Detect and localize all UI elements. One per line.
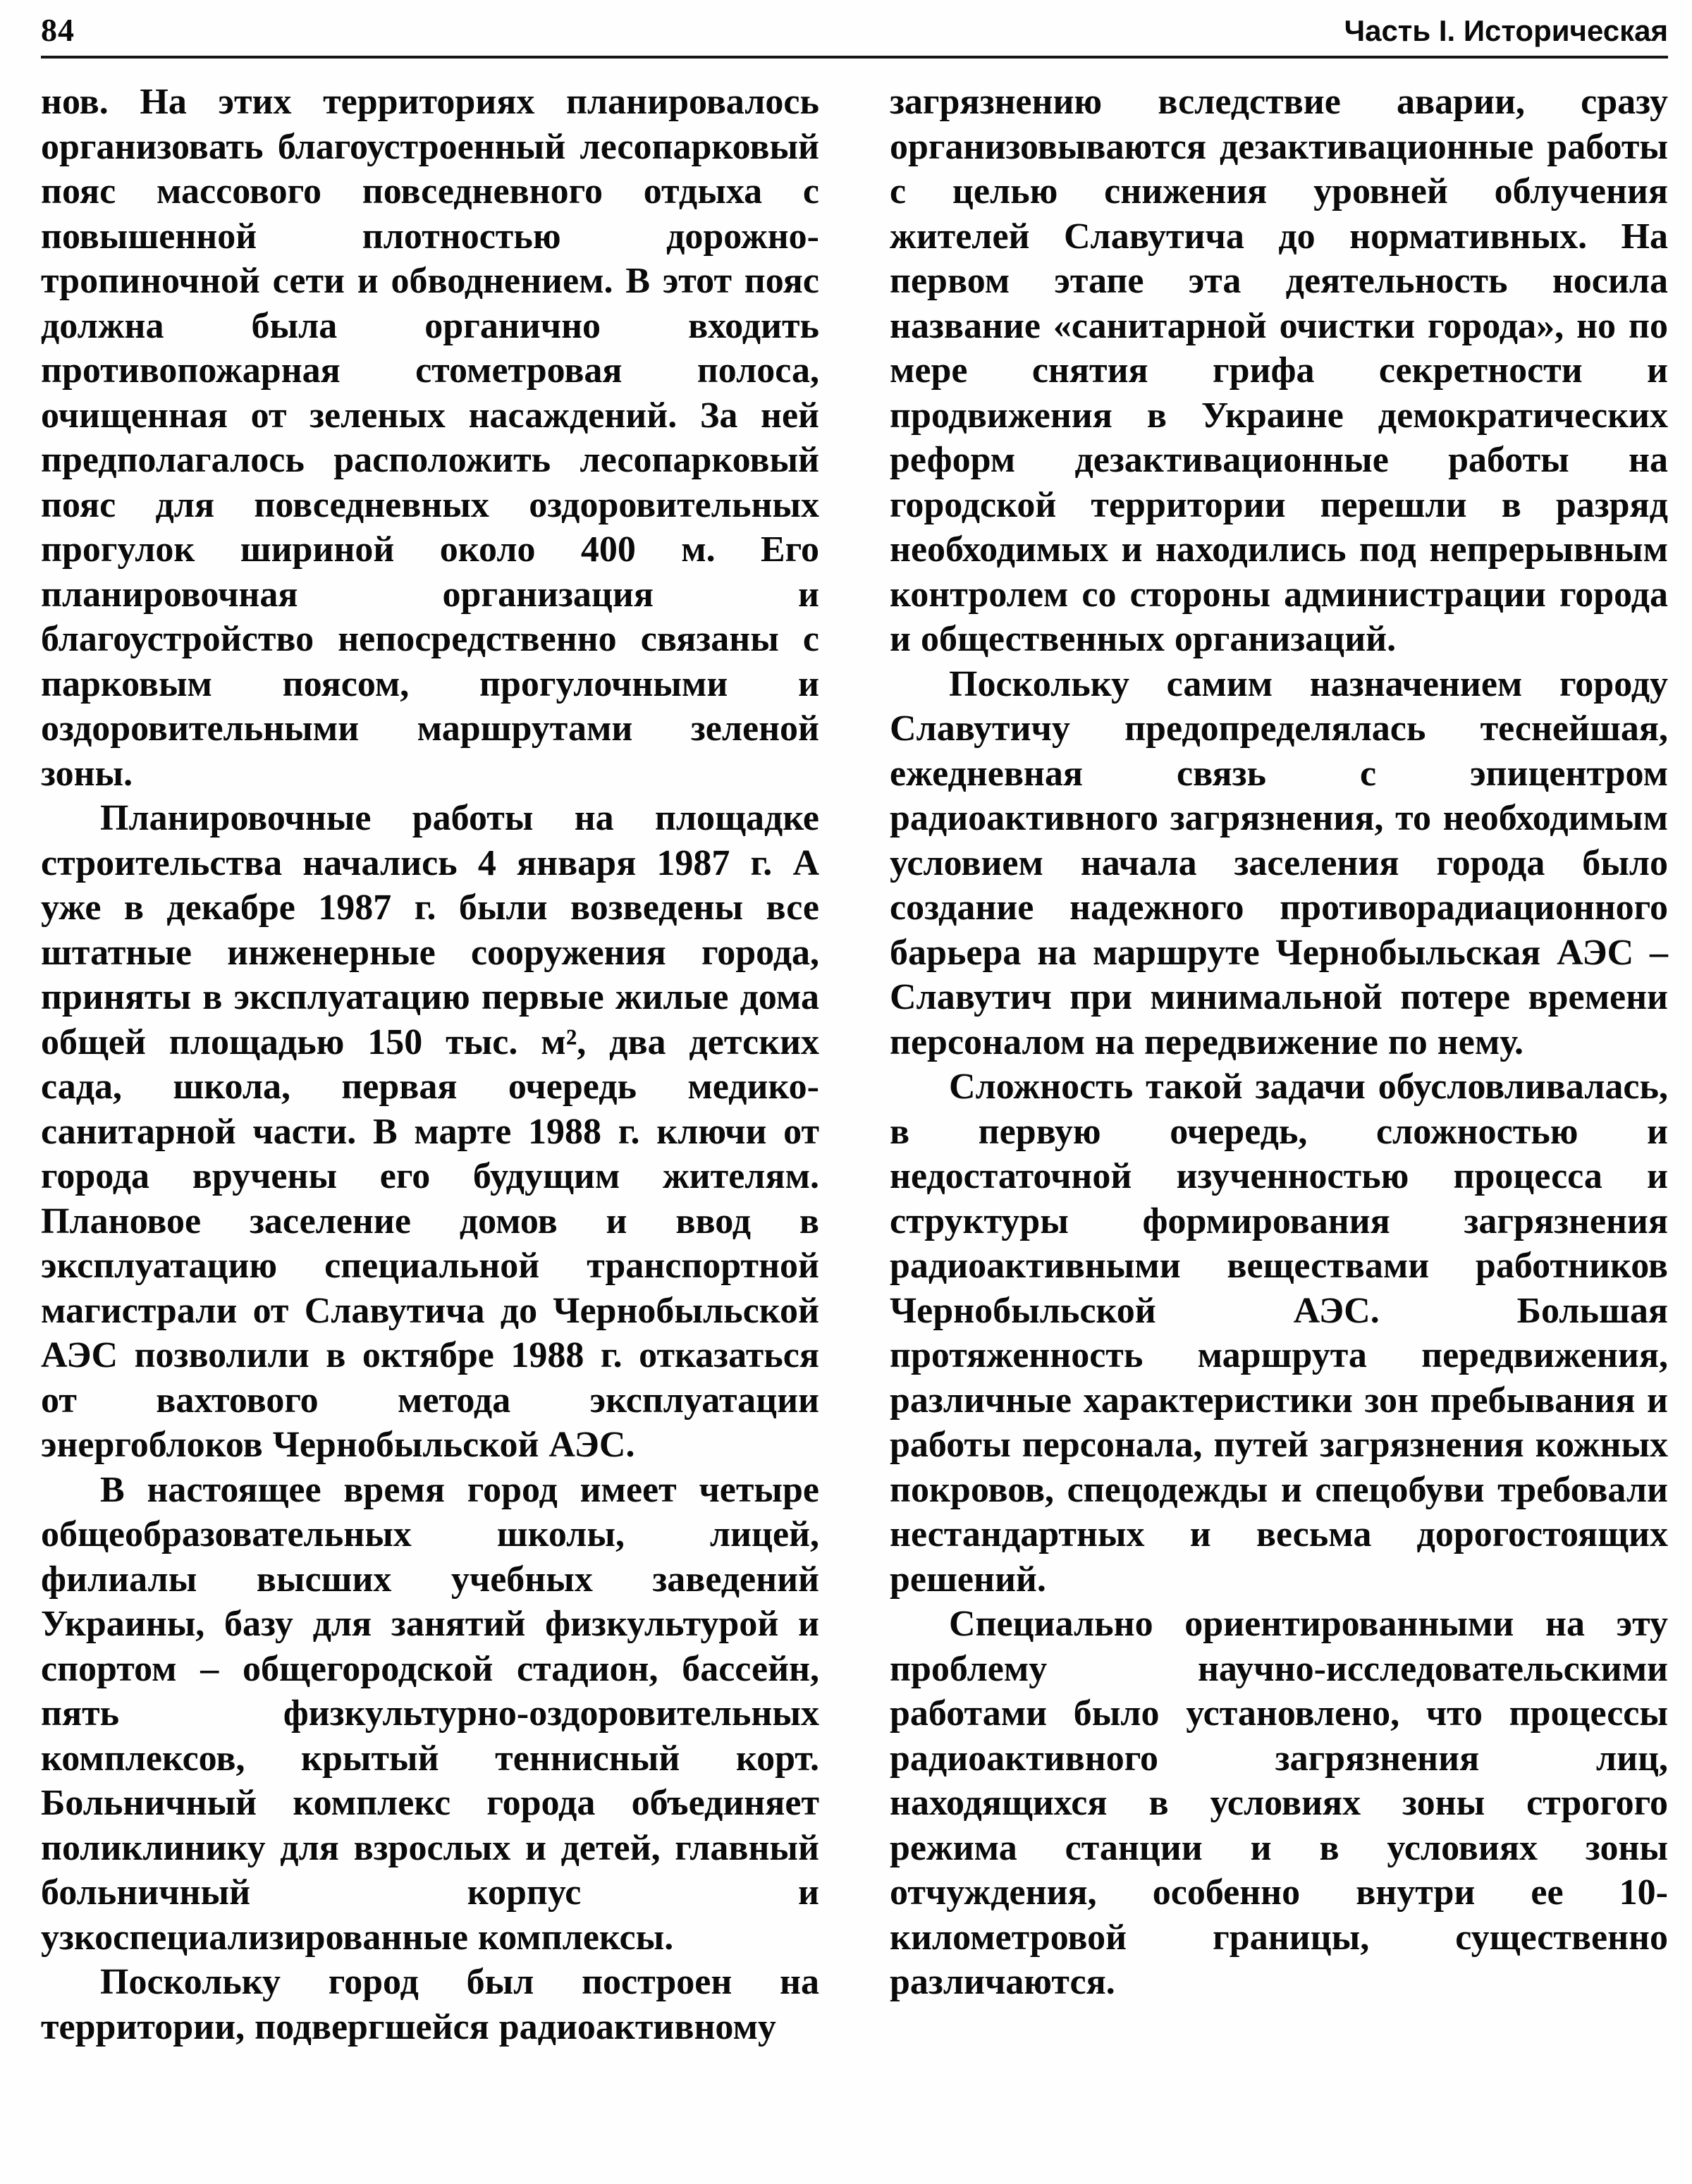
paragraph: В настоящее время город имеет четыре общеобразовательных школы, лицей, филиалы высших учебных заведений Украины, базу для занятий физкультурой и спортом – общегородской стадион, бассейн, пять физкультурно-оздоровительных комплексов, крытый теннисный корт. Больничный комплекс города объединяет поликлинику для взрослых и детей, главный больничный корпус и узкоспециализированные комплексы. (41, 1469, 819, 1958)
paragraph: Поскольку город был построен на территории, подвергшейся радиоактивному (41, 1962, 819, 2047)
text-columns (41, 80, 1668, 2049)
paragraph: Планировочные работы на площадке строительства начались 4 января 1987 г. А уже в декабре 1987 г. были возведены все штатные инженерные сооружения города, приняты в эксплуатацию первые жилые дома общей площадью 150 тыс. м², два детских сада, школа, первая очередь медико-санитарной части. В марте 1988 г. ключи от города вручены его будущим жителям. Плановое заселение домов и ввод в эксплуатацию специальной транспортной магистрали от Славутича до Чернобыльской АЭС позволили в октябре 1988 г. отказаться от вахтового метода эксплуатации энергоблоков Чернобыльской АЭС. (41, 798, 819, 1465)
left-column (41, 80, 819, 2049)
paragraph: загрязнению вследствие аварии, сразу организовываются дезактивационные работы с целью снижения уровней облучения жителей Славутича до нормативных. На первом этапе эта деятельность носила название «санитарной очистки города», но по мере снятия грифа секретности и продвижения в Украине демократических реформ дезактивационные работы на городской территории перешли в разряд необходимых и находились под непрерывным контролем со стороны администрации города и общественных организаций. (890, 82, 1668, 659)
page-number: 84 (41, 12, 75, 48)
right-column (890, 80, 1668, 2049)
paragraph: Поскольку самим назначением городу Славутичу предопределялась теснейшая, ежедневная связь с эпицентром радиоактивного загрязнения, то необходимым условием начала заселения города было создание надежного противорадиационного барьера на маршруте Чернобыльская АЭС – Славутич при минимальной потере времени персоналом на передвижение по нему. (890, 663, 1668, 1062)
paragraph: Сложность такой задачи обусловливалась, в первую очередь, сложностью и недостаточной изученностью процесса и структуры формирования загрязнения радиоактивными веществами работников Чернобыльской АЭС. Большая протяженность маршрута передвижения, различные характеристики зон пребывания и работы персонала, путей загрязнения кожных покровов, спецодежды и спецобуви требовали нестандартных и весьма дорогостоящих решений. (890, 1067, 1668, 1600)
paragraph: Специально ориентированными на эту проблему научно-исследовательскими работами было установлено, что процессы радиоактивного загрязнения лиц, находящихся в условиях зоны строгого режима станции и в условиях зоны отчуждения, особенно внутри ее 10-километровой границы, существенно различаются. (890, 1604, 1668, 2002)
header-rule (41, 56, 1668, 59)
chapter-title: Часть I. Историческая (1344, 14, 1668, 47)
running-header (41, 11, 1668, 49)
paragraph: нов. На этих территориях планировалось организовать благоустроенный лесопарковый пояс массового повседневного отдыха с повышенной плотностью дорожно-тропиночной сети и обводнением. В этот пояс должна была органично входить противопожарная стометровая полоса, очищенная от зеленых насаждений. За ней предполагалось расположить лесопарковый пояс для повседневных оздоровительных прогулок шириной около 400 м. Его планировочная организация и благоустройство непосредственно связаны с парковым поясом, прогулочными и оздоровительными маршрутами зеленой зоны. (41, 82, 819, 794)
